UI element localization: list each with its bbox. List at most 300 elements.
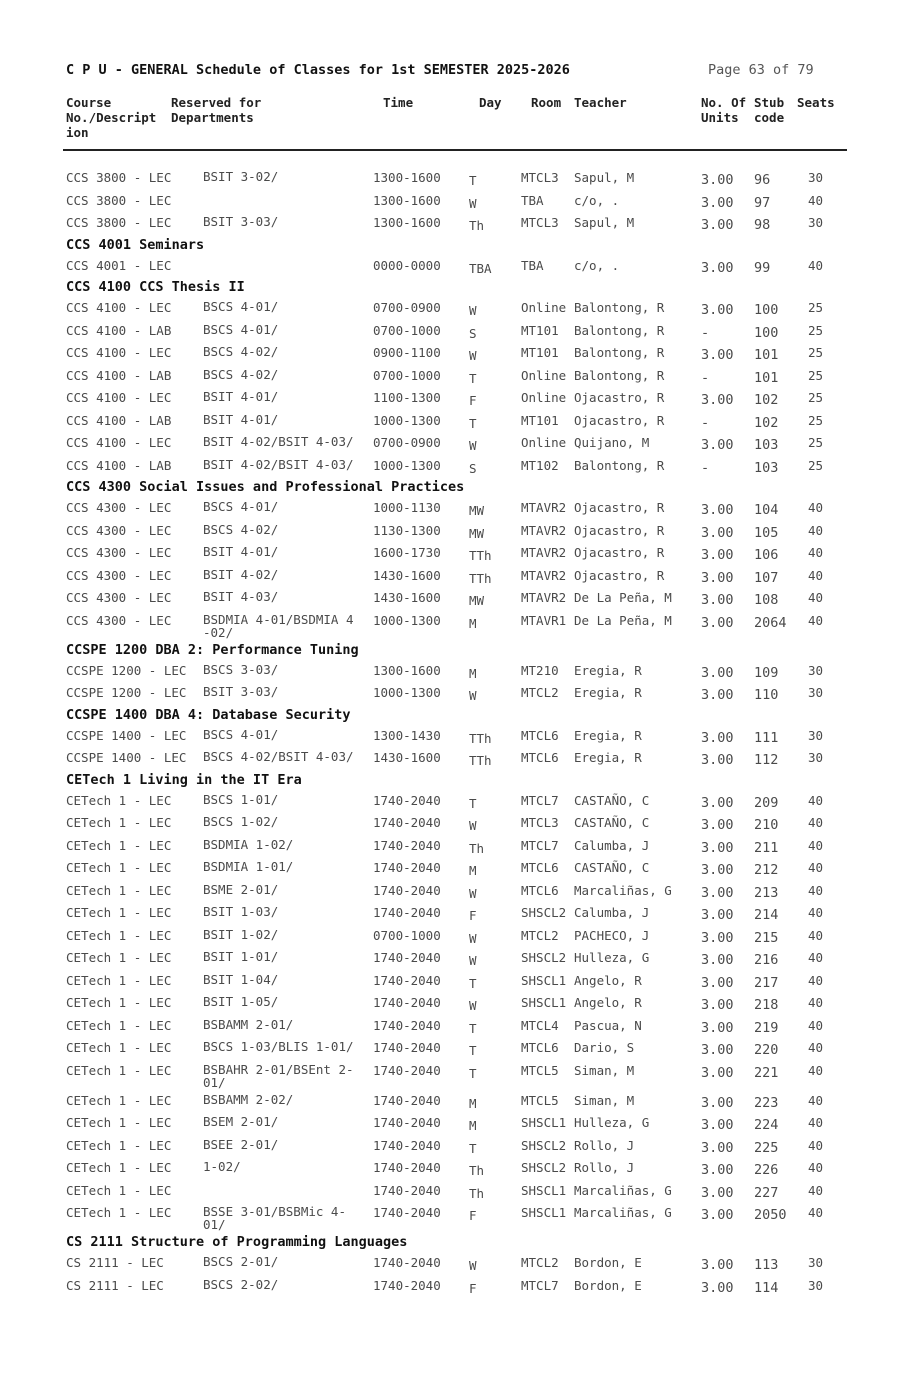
teacher-cell: Eregia, R [574,685,642,700]
page-header [66,62,836,82]
seats-cell: 40 [808,1062,824,1078]
table-row [0,1275,900,1298]
department-cell: BSBAMM 2-01/ [203,1016,294,1032]
seats-cell: 40 [808,860,824,875]
table-row [0,812,900,835]
time-cell: 1740-2040 [373,995,441,1010]
course-cell: CETech 1 - LEC [66,860,172,875]
department-cell: BSIT 3-02/ [203,169,279,184]
room-cell: MTCL6 [521,1040,559,1055]
time-cell: 0700-0900 [373,300,441,315]
seats-cell: 40 [808,192,824,208]
department-cell: BSCS 2-02/ [203,1276,279,1292]
teacher-cell: c/o, . [574,257,620,273]
time-cell: 1300-1600 [373,662,441,678]
teacher-cell: CASTAÑO, C [574,815,650,830]
seats-cell: 40 [808,815,824,830]
seats-cell: 30 [808,1277,824,1293]
units-cell: 3.00 [701,1257,734,1273]
table-row [0,1060,900,1090]
seats-cell: 30 [808,662,824,678]
time-cell: 1100-1300 [373,390,441,405]
department-cell: BSCS 4-02/ [203,521,279,537]
room-cell: MTCL7 [521,837,559,853]
col-header-time: Time [383,95,414,110]
seats-cell: 40 [808,995,824,1010]
room-cell: MTCL4 [521,1017,559,1033]
time-cell: 1130-1300 [373,522,441,538]
teacher-cell: Eregia, R [574,750,642,765]
room-cell: Online [521,390,567,405]
course-cell: CS 2111 - LEC [66,1255,164,1270]
seats-cell: 40 [808,1137,824,1153]
department-cell: BSSE 3-01/BSBMic 4- 01/ [203,1204,346,1232]
department-cell: BSCS 1-01/ [203,791,279,807]
table-row [0,1202,900,1232]
time-cell: 1740-2040 [373,1092,441,1108]
teacher-cell: Marcaliñas, G [574,882,672,898]
units-cell: 3.00 [701,614,734,631]
units-cell: 3.00 [701,1207,734,1223]
seats-cell: 25 [808,322,824,338]
course-cell: CCS 4300 - LEC [66,500,172,515]
day-cell: T [469,173,477,188]
room-cell: MTAVR2 [521,590,567,605]
seats-cell: 40 [808,522,824,538]
seats-cell: 40 [808,590,824,605]
seats-cell: 40 [808,1040,824,1055]
course-cell: CCSPE 1200 - LEC [66,662,187,678]
day-cell: Th [469,1163,485,1178]
day-cell: TTh [469,753,492,768]
course-cell: CCS 4300 - LEC [66,545,172,560]
department-cell: BSIT 1-03/ [203,904,279,919]
department-cell: BSIT 4-02/ [203,566,279,582]
units-cell: 3.00 [701,929,734,946]
teacher-cell: Ojacastro, R [574,390,665,405]
room-cell: SHSCL2 [521,1160,567,1175]
table-row [0,255,900,278]
time-cell: 1740-2040 [373,1115,441,1130]
time-cell: 0000-0000 [373,257,441,273]
units-cell: 3.00 [701,974,734,991]
day-cell: MW [469,593,485,608]
course-cell: CCS 4300 - LEC [66,612,172,628]
time-cell: 1300-1600 [373,170,441,185]
teacher-cell: c/o, . [574,192,620,208]
course-cell: CCSPE 1400 - LEC [66,727,187,743]
stub-code-cell: 100 [754,302,779,318]
teacher-cell: De La Peña, M [574,612,672,628]
col-header-stub: Stub code [754,95,785,125]
stub-code-cell: 112 [754,752,779,768]
course-cell: CCS 4100 - LEC [66,300,172,315]
time-cell: 0700-1000 [373,322,441,338]
teacher-cell: Marcaliñas, G [574,1205,672,1220]
day-cell: T [469,1043,477,1058]
teacher-cell: Balontong, R [574,457,665,473]
stub-code-cell: 96 [754,172,771,188]
table-row [0,432,900,455]
department-cell: BSDMIA 1-01/ [203,859,294,874]
time-cell: 0700-1000 [373,367,441,383]
table-row [0,387,900,410]
day-cell: F [469,393,477,408]
room-cell: MTCL6 [521,860,559,875]
time-cell: 1000-1300 [373,612,441,628]
department-cell: BSME 2-01/ [203,881,279,897]
course-cell: CCS 4100 - LEC [66,435,172,450]
seats-cell: 25 [808,367,824,383]
seats-cell: 40 [808,792,824,808]
stub-code-cell: 226 [754,1162,779,1178]
seats-cell: 40 [808,1205,824,1220]
course-section-title: CCS 4300 Social Issues and Professional Practices [66,479,465,495]
units-cell: - [701,324,710,341]
units-cell: - [701,459,710,476]
teacher-cell: Quijano, M [574,435,650,450]
room-cell: MTAVR2 [521,522,567,538]
seats-cell: 40 [808,612,824,628]
units-cell: 3.00 [701,347,734,363]
day-cell: T [469,795,477,811]
department-cell: BSDMIA 1-02/ [203,836,294,852]
table-row [0,725,900,748]
day-cell: T [469,1020,477,1036]
units-cell: 3.00 [701,547,734,563]
room-cell: Online [521,435,567,450]
stub-code-cell: 111 [754,729,779,746]
course-section-title: CCS 4001 Seminars [66,236,205,253]
teacher-cell: Balontong, R [574,367,665,383]
department-cell: BSIT 3-03/ [203,684,279,699]
room-cell: SHSCL2 [521,950,567,965]
table-row [0,857,900,880]
time-cell: 1740-2040 [373,1017,441,1033]
table-row [0,497,900,520]
course-cell: CETech 1 - LEC [66,950,172,965]
table-row [0,1090,900,1113]
stub-code-cell: 104 [754,502,779,518]
units-cell: 3.00 [701,502,734,518]
day-cell: W [469,348,477,363]
course-cell: CCS 4300 - LEC [66,567,172,583]
course-cell: CCS 4001 - LEC [66,257,172,273]
col-header-reserved: Reserved for Departments [171,95,262,125]
seats-cell: 30 [808,727,824,743]
teacher-cell: CASTAÑO, C [574,792,650,808]
department-cell: 1-02/ [203,1159,241,1174]
stub-code-cell: 2064 [754,614,787,631]
course-cell: CCSPE 1200 - LEC [66,685,187,700]
course-cell: CETech 1 - LEC [66,1160,172,1175]
units-cell: - [701,369,710,386]
units-cell: 3.00 [701,1042,734,1058]
time-cell: 1740-2040 [373,1137,441,1153]
table-row [0,320,900,343]
stub-code-cell: 218 [754,997,779,1013]
table-row [0,1037,900,1060]
course-cell: CETech 1 - LEC [66,792,172,808]
units-cell: 3.00 [701,862,734,878]
teacher-cell: Ojacastro, R [574,412,665,428]
stub-code-cell: 98 [754,217,771,233]
room-cell: MTCL3 [521,215,559,230]
units-cell: 3.00 [701,752,734,768]
day-cell: T [469,975,477,991]
day-cell: F [469,1208,477,1223]
day-cell: Th [469,1185,485,1201]
time-cell: 1740-2040 [373,972,441,988]
room-cell: MT102 [521,457,559,473]
room-cell: MTCL2 [521,927,559,943]
course-cell: CETech 1 - LEC [66,972,172,988]
time-cell: 1000-1300 [373,412,441,428]
course-cell: CS 2111 - LEC [66,1277,164,1293]
day-cell: F [469,1280,477,1296]
department-cell: BSIT 1-01/ [203,949,279,964]
time-cell: 1740-2040 [373,882,441,898]
room-cell: MTAVR2 [521,500,567,515]
department-cell: BSCS 4-02/ [203,344,279,359]
room-cell: MTCL3 [521,815,559,830]
day-cell: T [469,415,477,431]
teacher-cell: PACHECO, J [574,927,650,943]
table-row [0,1252,900,1275]
stub-code-cell: 216 [754,952,779,968]
course-section-title: CS 2111 Structure of Programming Languages [66,1234,408,1250]
table-row [0,947,900,970]
stub-code-cell: 97 [754,194,771,211]
room-cell: TBA [521,192,544,208]
units-cell: 3.00 [701,729,734,746]
seats-cell: 40 [808,1092,824,1108]
stub-code-cell: 227 [754,1184,779,1201]
teacher-cell: Marcaliñas, G [574,1182,672,1198]
department-cell: BSIT 3-03/ [203,214,279,229]
stub-code-cell: 101 [754,369,779,386]
time-cell: 1740-2040 [373,860,441,875]
stub-code-cell: 213 [754,884,779,901]
teacher-cell: Rollo, J [574,1160,635,1175]
course-cell: CETech 1 - LEC [66,1137,172,1153]
table-row [0,190,900,213]
room-cell: MTCL5 [521,1062,559,1078]
department-cell: BSBAHR 2-01/BSEnt 2- 01/ [203,1061,354,1090]
units-cell: 3.00 [701,1162,734,1178]
department-cell: BSIT 1-05/ [203,994,279,1009]
department-cell: BSIT 1-04/ [203,971,279,987]
seats-cell: 40 [808,545,824,560]
department-cell: BSCS 4-02/ [203,366,279,382]
units-cell: 3.00 [701,687,734,703]
col-header-units: No. Of Units [701,95,747,125]
day-cell: MW [469,525,485,541]
day-cell: W [469,1258,477,1273]
time-cell: 1740-2040 [373,1062,441,1078]
time-cell: 0900-1100 [373,345,441,360]
teacher-cell: Calumba, J [574,905,650,920]
day-cell: T [469,370,477,386]
time-cell: 1300-1600 [373,192,441,208]
seats-cell: 40 [808,1160,824,1175]
units-cell: - [701,414,710,431]
table-row [0,1135,900,1158]
seats-cell: 40 [808,1115,824,1130]
course-section-title: CCSPE 1400 DBA 4: Database Security [66,706,351,723]
seats-cell: 30 [808,1255,824,1270]
stub-code-cell: 210 [754,817,779,833]
teacher-cell: Balontong, R [574,345,665,360]
units-cell: 3.00 [701,907,734,923]
teacher-cell: Rollo, J [574,1137,635,1153]
time-cell: 0700-1000 [373,927,441,943]
room-cell: MTAVR2 [521,567,567,583]
seats-cell: 25 [808,390,824,405]
units-cell: 3.00 [701,302,734,318]
room-cell: MTCL6 [521,727,559,743]
table-row [0,342,900,365]
time-cell: 1740-2040 [373,1255,441,1270]
room-cell: MTCL3 [521,170,559,185]
department-cell: BSCS 3-03/ [203,661,279,677]
department-cell: BSCS 4-02/BSIT 4-03/ [203,749,354,764]
time-cell: 1430-1600 [373,567,441,583]
stub-code-cell: 209 [754,794,779,811]
units-cell: 3.00 [701,884,734,901]
table-row [0,297,900,320]
day-cell: T [469,1140,477,1156]
room-cell: SHSCL1 [521,1205,567,1220]
course-cell: CETech 1 - LEC [66,1017,172,1033]
course-cell: CCS 4100 - LAB [66,322,172,338]
table-row [0,880,900,903]
stub-code-cell: 217 [754,974,779,991]
course-cell: CETech 1 - LEC [66,1182,172,1198]
department-cell: BSIT 4-01/ [203,389,279,404]
time-cell: 1000-1300 [373,457,441,473]
col-header-room: Room [531,95,562,110]
time-cell: 1740-2040 [373,1205,441,1220]
department-cell: BSCS 4-01/ [203,321,279,337]
seats-cell: 40 [808,882,824,898]
teacher-cell: Hulleza, G [574,950,650,965]
day-cell: M [469,615,477,631]
room-cell: Online [521,367,567,383]
stub-code-cell: 211 [754,839,779,856]
teacher-cell: Ojacastro, R [574,500,665,515]
teacher-cell: Hulleza, G [574,1115,650,1130]
teacher-cell: Calumba, J [574,837,650,853]
course-cell: CCSPE 1400 - LEC [66,750,187,765]
page-number: Page 63 of 79 [708,62,814,78]
course-cell: CETech 1 - LEC [66,1205,172,1220]
time-cell: 1740-2040 [373,792,441,808]
units-cell: 3.00 [701,1094,734,1111]
room-cell: MTAVR1 [521,612,567,628]
seats-cell: 40 [808,950,824,965]
seats-cell: 40 [808,257,824,273]
table-row [0,455,900,478]
units-cell: 3.00 [701,1019,734,1036]
seats-cell: 25 [808,300,824,315]
table-row [0,682,900,705]
units-cell: 3.00 [701,172,734,188]
stub-code-cell: 107 [754,569,779,586]
day-cell: S [469,325,477,341]
time-cell: 1000-1130 [373,500,441,515]
course-cell: CCS 3800 - LEC [66,215,172,230]
time-cell: 1430-1600 [373,750,441,765]
stub-code-cell: 223 [754,1094,779,1111]
time-cell: 1740-2040 [373,1277,441,1293]
course-cell: CETech 1 - LEC [66,882,172,898]
course-cell: CCS 4300 - LEC [66,522,172,538]
room-cell: MTCL2 [521,685,559,700]
day-cell: TBA [469,260,492,276]
course-cell: CETech 1 - LEC [66,905,172,920]
teacher-cell: Ojacastro, R [574,567,665,583]
units-cell: 3.00 [701,259,734,276]
day-cell: M [469,1095,477,1111]
teacher-cell: Siman, M [574,1092,635,1108]
department-cell: BSBAMM 2-02/ [203,1091,294,1107]
department-cell: BSIT 1-02/ [203,926,279,942]
units-cell: 3.00 [701,664,734,681]
course-cell: CETech 1 - LEC [66,927,172,943]
units-cell: 3.00 [701,997,734,1013]
day-cell: M [469,863,477,878]
stub-code-cell: 109 [754,664,779,681]
units-cell: 3.00 [701,839,734,856]
stub-code-cell: 215 [754,929,779,946]
units-cell: 3.00 [701,1064,734,1081]
day-cell: M [469,1118,477,1133]
table-row [0,1112,900,1135]
table-row [0,970,900,993]
time-cell: 1740-2040 [373,1160,441,1175]
department-cell: BSIT 4-01/ [203,544,279,559]
course-section-title: CCSPE 1200 DBA 2: Performance Tuning [66,641,359,658]
course-cell: CCS 4100 - LAB [66,457,172,473]
time-cell: 1740-2040 [373,1040,441,1055]
teacher-cell: Ojacastro, R [574,522,665,538]
course-cell: CCS 3800 - LEC [66,192,172,208]
time-cell: 0700-0900 [373,435,441,450]
course-cell: CETech 1 - LEC [66,837,172,853]
stub-code-cell: 225 [754,1139,779,1156]
time-cell: 1740-2040 [373,815,441,830]
stub-code-cell: 102 [754,392,779,408]
teacher-cell: Sapul, M [574,170,635,185]
department-cell: BSCS 4-01/ [203,726,279,742]
teacher-cell: Pascua, N [574,1017,642,1033]
day-cell: F [469,908,477,923]
stub-code-cell: 103 [754,459,779,476]
department-cell: BSCS 2-01/ [203,1254,279,1269]
department-cell: BSEE 2-01/ [203,1136,279,1152]
department-cell: BSCS 4-01/ [203,299,279,314]
header-divider [63,149,847,151]
day-cell: W [469,438,477,453]
col-header-course: Course No./Descript ion [66,95,157,140]
stub-code-cell: 212 [754,862,779,878]
stub-code-cell: 108 [754,592,779,608]
table-row [0,835,900,858]
stub-code-cell: 101 [754,347,779,363]
day-cell: TTh [469,570,492,586]
room-cell: SHSCL1 [521,1115,567,1130]
